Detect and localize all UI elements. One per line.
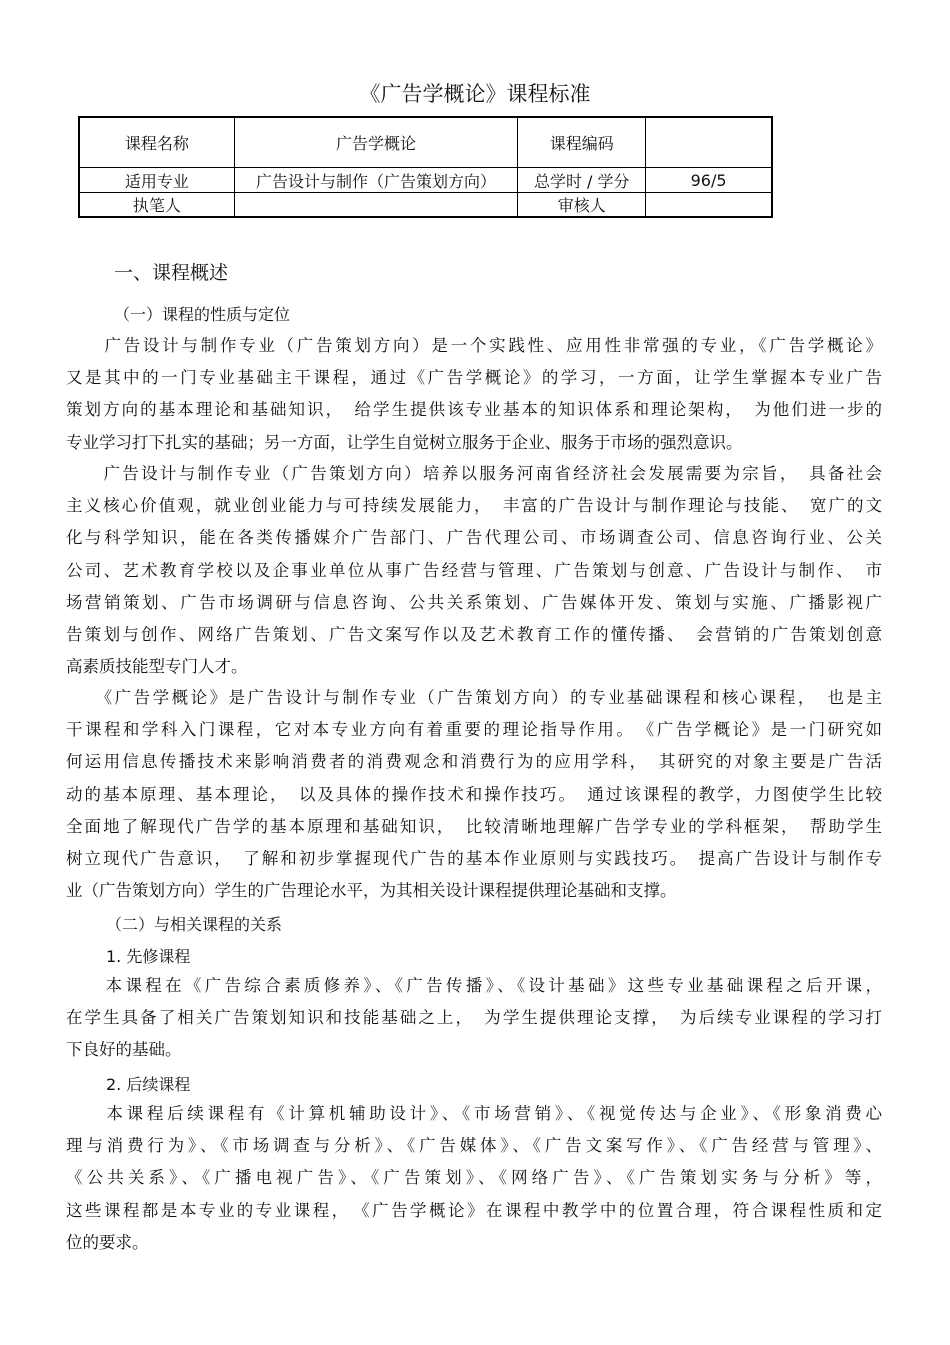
author-label: 执笔人 bbox=[79, 193, 234, 218]
author-value bbox=[234, 193, 518, 218]
reviewer-label: 审核人 bbox=[518, 193, 646, 218]
hours-value: 96/5 bbox=[646, 168, 772, 193]
text-line: 专业学习打下扎实的基础；另一方面，让学生自觉树立服务于企业、服务于市场的强烈意识。 bbox=[66, 432, 743, 452]
major-value: 广告设计与制作（广告策划方向） bbox=[234, 168, 518, 193]
course-name-value: 广告学概论 bbox=[234, 117, 518, 168]
text-line: 业（广告策划方向）学生的广告理论水平，为其相关设计课程提供理论基础和支撑。 bbox=[66, 881, 677, 901]
text-line: 干课程和学科入门课程，它对本专业方向有着重要的理论指导作用。 《广告学概论》是一门研究如 bbox=[66, 720, 882, 740]
subsection-heading: （一）课程的性质与定位 bbox=[114, 305, 291, 324]
document-title: 《广告学概论》课程标准 bbox=[359, 82, 591, 106]
table-row bbox=[79, 168, 772, 193]
text-line: 《广告学概论》是广告设计与制作专业（广告策划方向）的专业基础课程和核心课程， 也是主 bbox=[66, 688, 882, 707]
text-line: 场营销策划、广告市场调研与信息咨询、公共关系策划、广告媒体开发、策划与实施、广播影视广 bbox=[66, 592, 882, 612]
paragraph-4 bbox=[66, 970, 882, 1067]
section-heading: 一、课程概述 bbox=[114, 262, 229, 284]
text-line: 这些课程都是本专业的专业课程， 《广告学概论》在课程中教学中的位置合理，符合课程性质和定 bbox=[66, 1200, 882, 1220]
text-line: 高素质技能型专门人才。 bbox=[66, 657, 248, 677]
text-line: 《公共关系》、《广播电视广告》、《广告策划》、《网络广告》、《广告策划实务与分析》等， bbox=[66, 1168, 882, 1188]
text-line: 树立现代广告意识， 了解和初步掌握现代广告的基本作业原则与实践技巧。 提高广告设计与制作专 bbox=[66, 849, 882, 869]
text-line: 本课程后续课程有《计算机辅助设计》、《市场营销》、《视觉传达与企业》、《形象消费心 bbox=[66, 1104, 882, 1123]
course-code-label: 课程编码 bbox=[518, 117, 646, 168]
paragraph-2 bbox=[66, 458, 882, 683]
text-line: 策划方向的基本理论和基础知识， 给学生提供该专业基本的知识体系和理论架构， 为他们进一步的 bbox=[66, 400, 882, 420]
text-line: 广告设计与制作专业（广告策划方向）是一个实践性、应用性非常强的专业，《广告学概论》 bbox=[66, 336, 882, 355]
text-line: 位的要求。 bbox=[66, 1232, 149, 1252]
hours-label: 总学时 / 学分 bbox=[518, 168, 646, 193]
text-line: 又是其中的一门专业基础主干课程，通过《广告学概论》的学习，一方面，让学生掌握本专业广告 bbox=[66, 368, 882, 388]
text-line: 在学生具备了相关广告策划知识和技能基础之上， 为学生提供理论支撑， 为后续专业课程的学习打 bbox=[66, 1008, 882, 1028]
text-line: 动的基本原理、基本理论， 以及具体的操作技术和操作技巧。 通过该课程的教学，力图使学生比较 bbox=[66, 784, 882, 804]
course-name-label: 课程名称 bbox=[79, 117, 234, 168]
text-line: 本课程在《广告综合素质修养》、《广告传播》、《设计基础》这些专业基础课程之后开课， bbox=[66, 976, 882, 995]
list-heading: 2. 后续课程 bbox=[106, 1075, 191, 1094]
text-line: 全面地了解现代广告学的基本原理和基础知识， 比较清晰地理解广告学专业的学科框架， 帮助学生 bbox=[66, 816, 882, 836]
text-line: 何运用信息传播技术来影响消费者的消费观念和消费行为的应用学科， 其研究的对象主要是广告活 bbox=[66, 752, 882, 772]
paragraph-3 bbox=[66, 682, 882, 907]
subsection-heading: （二）与相关课程的关系 bbox=[106, 915, 283, 934]
text-line: 广告设计与制作专业（广告策划方向）培养以服务河南省经济社会发展需要为宗旨， 具备社会 bbox=[66, 464, 882, 483]
major-label: 适用专业 bbox=[79, 168, 234, 193]
table-row bbox=[79, 117, 772, 168]
paragraph-5 bbox=[66, 1098, 882, 1259]
text-line: 理与消费行为》、《市场调查与分析》、《广告媒体》、《广告文案写作》、《广告经营与管理》、 bbox=[66, 1136, 882, 1156]
paragraph-1 bbox=[66, 330, 882, 459]
reviewer-value bbox=[646, 193, 772, 218]
course-code-value bbox=[646, 117, 772, 168]
text-line: 公司、艺术教育学校以及企事业单位从事广告经营与管理、广告策划与创意、广告设计与制作、 市 bbox=[66, 560, 882, 580]
table-row bbox=[79, 193, 772, 218]
course-info-table bbox=[78, 116, 773, 218]
list-heading: 1. 先修课程 bbox=[106, 947, 191, 966]
text-line: 主义核心价值观，就业创业能力与可持续发展能力， 丰富的广告设计与制作理论与技能、 宽广的文 bbox=[66, 496, 882, 516]
text-line: 下良好的基础。 bbox=[66, 1040, 182, 1060]
text-line: 告策划与创作、网络广告策划、广告文案写作以及艺术教育工作的懂传播、 会营销的广告策划创意 bbox=[66, 625, 882, 645]
text-line: 化与科学知识，能在各类传播媒介广告部门、广告代理公司、市场调查公司、信息咨询行业、公关 bbox=[66, 528, 882, 548]
